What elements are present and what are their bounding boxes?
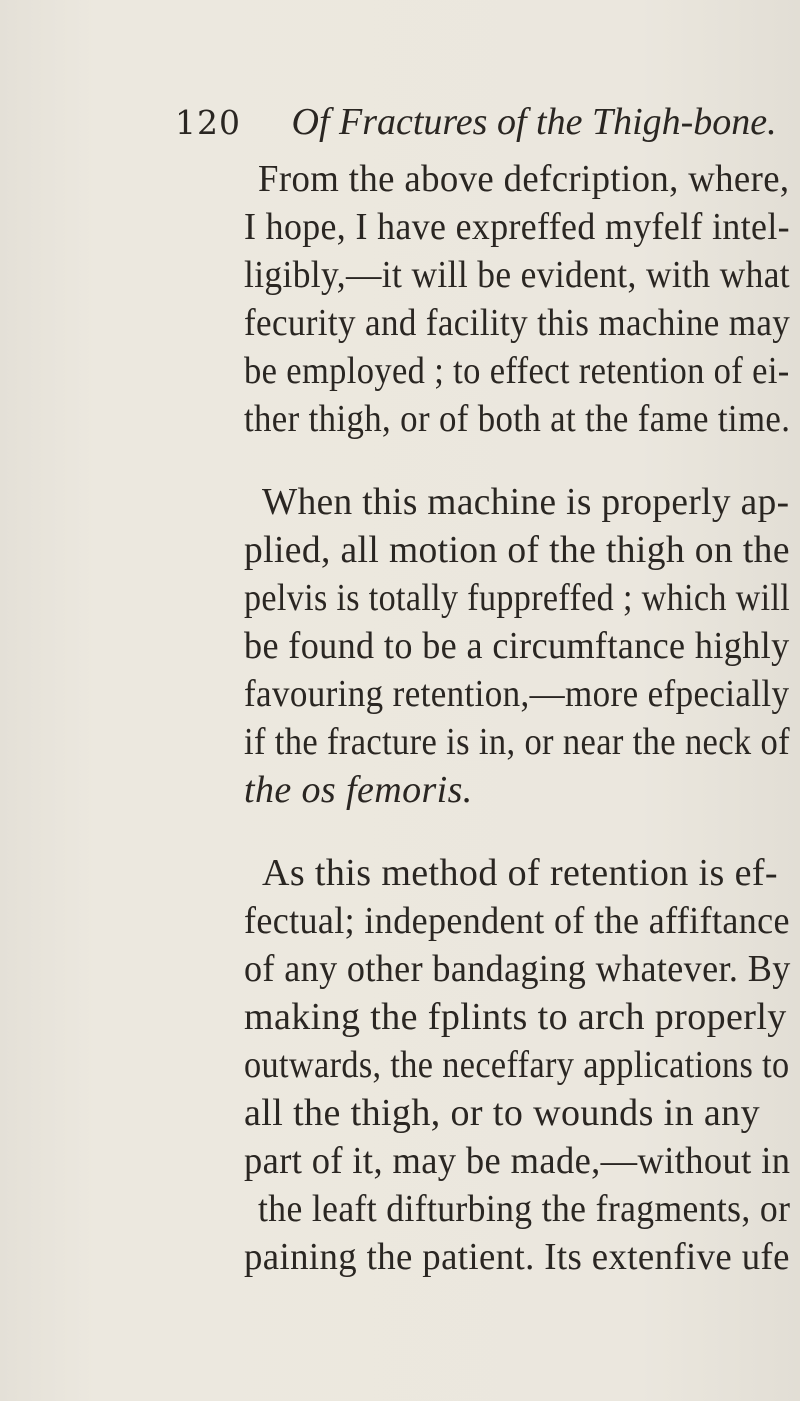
text-line: I hope, I have expreffed myfelf intel-	[244, 206, 790, 248]
text-line: be found to be a circumftance highly	[244, 625, 790, 667]
text-line: the os femoris.	[244, 769, 473, 811]
text-line: of any other bandaging whatever. By	[244, 948, 791, 990]
text-line: the leaft difturbing the fragments, or	[258, 1188, 791, 1230]
text-line: fecurity and facility this machine may	[244, 302, 791, 344]
text-line: As this method of retention is ef-	[262, 852, 778, 894]
running-title: Of Fractures of the Thigh-bone.	[291, 101, 777, 143]
text-line: favouring retention,—more efpecially	[244, 673, 790, 715]
text-line: plied, all motion of the thigh on the	[244, 529, 790, 571]
text-line: From the above defcription, where,	[258, 158, 790, 200]
text-line: be employed ; to effect retention of ei-	[244, 350, 790, 392]
text-line: ther thigh, or of both at the fame time.	[244, 398, 791, 440]
text-line: ligibly,—it will be evident, with what	[244, 254, 791, 296]
text-line: all the thigh, or to wounds in any	[244, 1092, 760, 1134]
text-line: part of it, may be made,—without in	[244, 1140, 791, 1182]
text-line: outwards, the neceffary applications to	[244, 1044, 790, 1086]
text-line: if the fracture is in, or near the neck of	[244, 721, 790, 763]
running-header	[175, 100, 777, 144]
text-line: pelvis is totally fuppreffed ; which will	[244, 577, 791, 619]
text-line: making the fplints to arch properly	[244, 996, 787, 1038]
text-line: When this machine is properly ap-	[262, 481, 790, 523]
text-line: paining the patient. Its extenfive ufe	[244, 1236, 790, 1278]
text-line: fectual; independent of the affiftance	[244, 900, 790, 942]
page-number: 120	[175, 103, 241, 142]
